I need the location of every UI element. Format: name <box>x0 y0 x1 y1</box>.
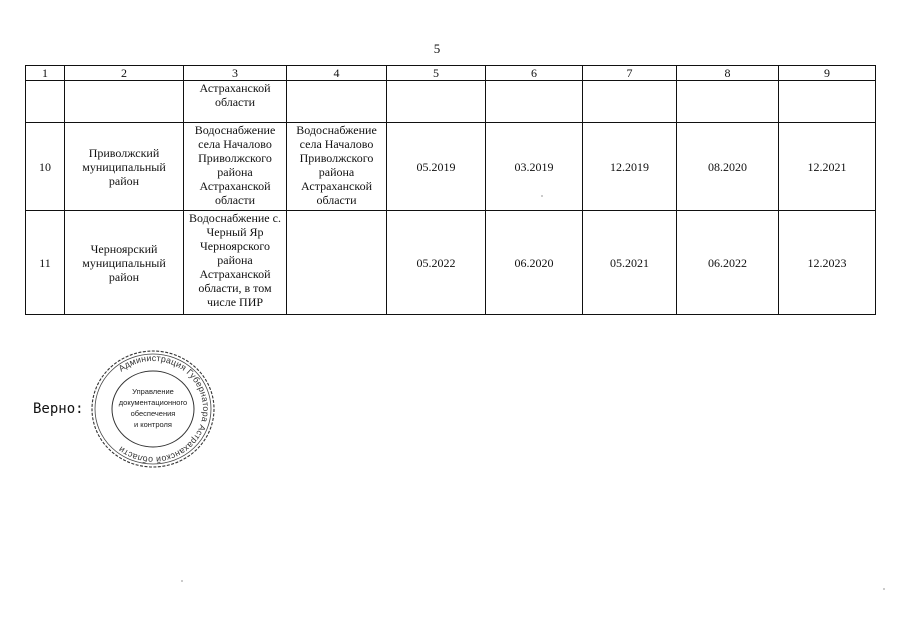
scan-speck <box>883 588 885 590</box>
date-cell-5: 05.2022 <box>387 211 486 315</box>
header-cell: 4 <box>287 66 387 81</box>
date-cell-8: 08.2020 <box>677 123 779 211</box>
table-cell <box>65 81 184 123</box>
page-number: 5 <box>433 41 441 56</box>
header-cell: 3 <box>184 66 287 81</box>
stamp-inner-line: обеспечения <box>130 409 176 418</box>
table-cell <box>677 81 779 123</box>
date-cell-5: 05.2019 <box>387 123 486 211</box>
row-number: 10 <box>26 123 65 211</box>
header-cell: 7 <box>583 66 677 81</box>
district-cell: Черноярский муниципальный район <box>65 211 184 315</box>
table-row <box>26 123 876 211</box>
header-cell: 5 <box>387 66 486 81</box>
table-cell-object: Астраханской области <box>184 81 287 123</box>
table-row-continuation <box>26 81 876 123</box>
date-cell-8: 06.2022 <box>677 211 779 315</box>
stamp-inner-line: и контроля <box>133 420 173 429</box>
stamp-inner-line: документационного <box>118 398 188 407</box>
object-cell: Водоснабжение села Началово Приволжского района Астраханской области <box>184 123 287 211</box>
row-number: 11 <box>26 211 65 315</box>
header-cell: 9 <box>779 66 876 81</box>
table-header-row <box>26 66 876 81</box>
certification-label: Верно: <box>33 401 84 417</box>
official-stamp <box>90 349 216 469</box>
date-cell-6: 03.2019 <box>486 123 583 211</box>
scan-speck <box>181 580 183 582</box>
schedule-table <box>25 65 876 315</box>
table-cell <box>779 81 876 123</box>
table-cell <box>26 81 65 123</box>
district-cell: Приволжский муниципальный район <box>65 123 184 211</box>
table-cell <box>583 81 677 123</box>
stamp-outer-text: Администрация Губернатора Астраханской области <box>116 352 212 466</box>
table-cell <box>287 81 387 123</box>
header-cell: 1 <box>26 66 65 81</box>
date-cell-7: 05.2021 <box>583 211 677 315</box>
object-cell: Водоснабжение с. Черный Яр Черноярского района Астраханской области, в том числе ПИР <box>184 211 287 315</box>
scan-speck <box>541 195 543 197</box>
date-cell-7: 12.2019 <box>583 123 677 211</box>
date-cell-9: 12.2023 <box>779 211 876 315</box>
column-4-cell: Водоснабжение села Началово Приволжского района Астраханской области <box>287 123 387 211</box>
table-cell <box>387 81 486 123</box>
date-cell-6: 06.2020 <box>486 211 583 315</box>
table-cell <box>486 81 583 123</box>
header-cell: 8 <box>677 66 779 81</box>
header-cell: 6 <box>486 66 583 81</box>
table-row <box>26 211 876 315</box>
stamp-inner-line: Управление <box>132 387 174 396</box>
column-4-cell <box>287 211 387 315</box>
date-cell-9: 12.2021 <box>779 123 876 211</box>
header-cell: 2 <box>65 66 184 81</box>
